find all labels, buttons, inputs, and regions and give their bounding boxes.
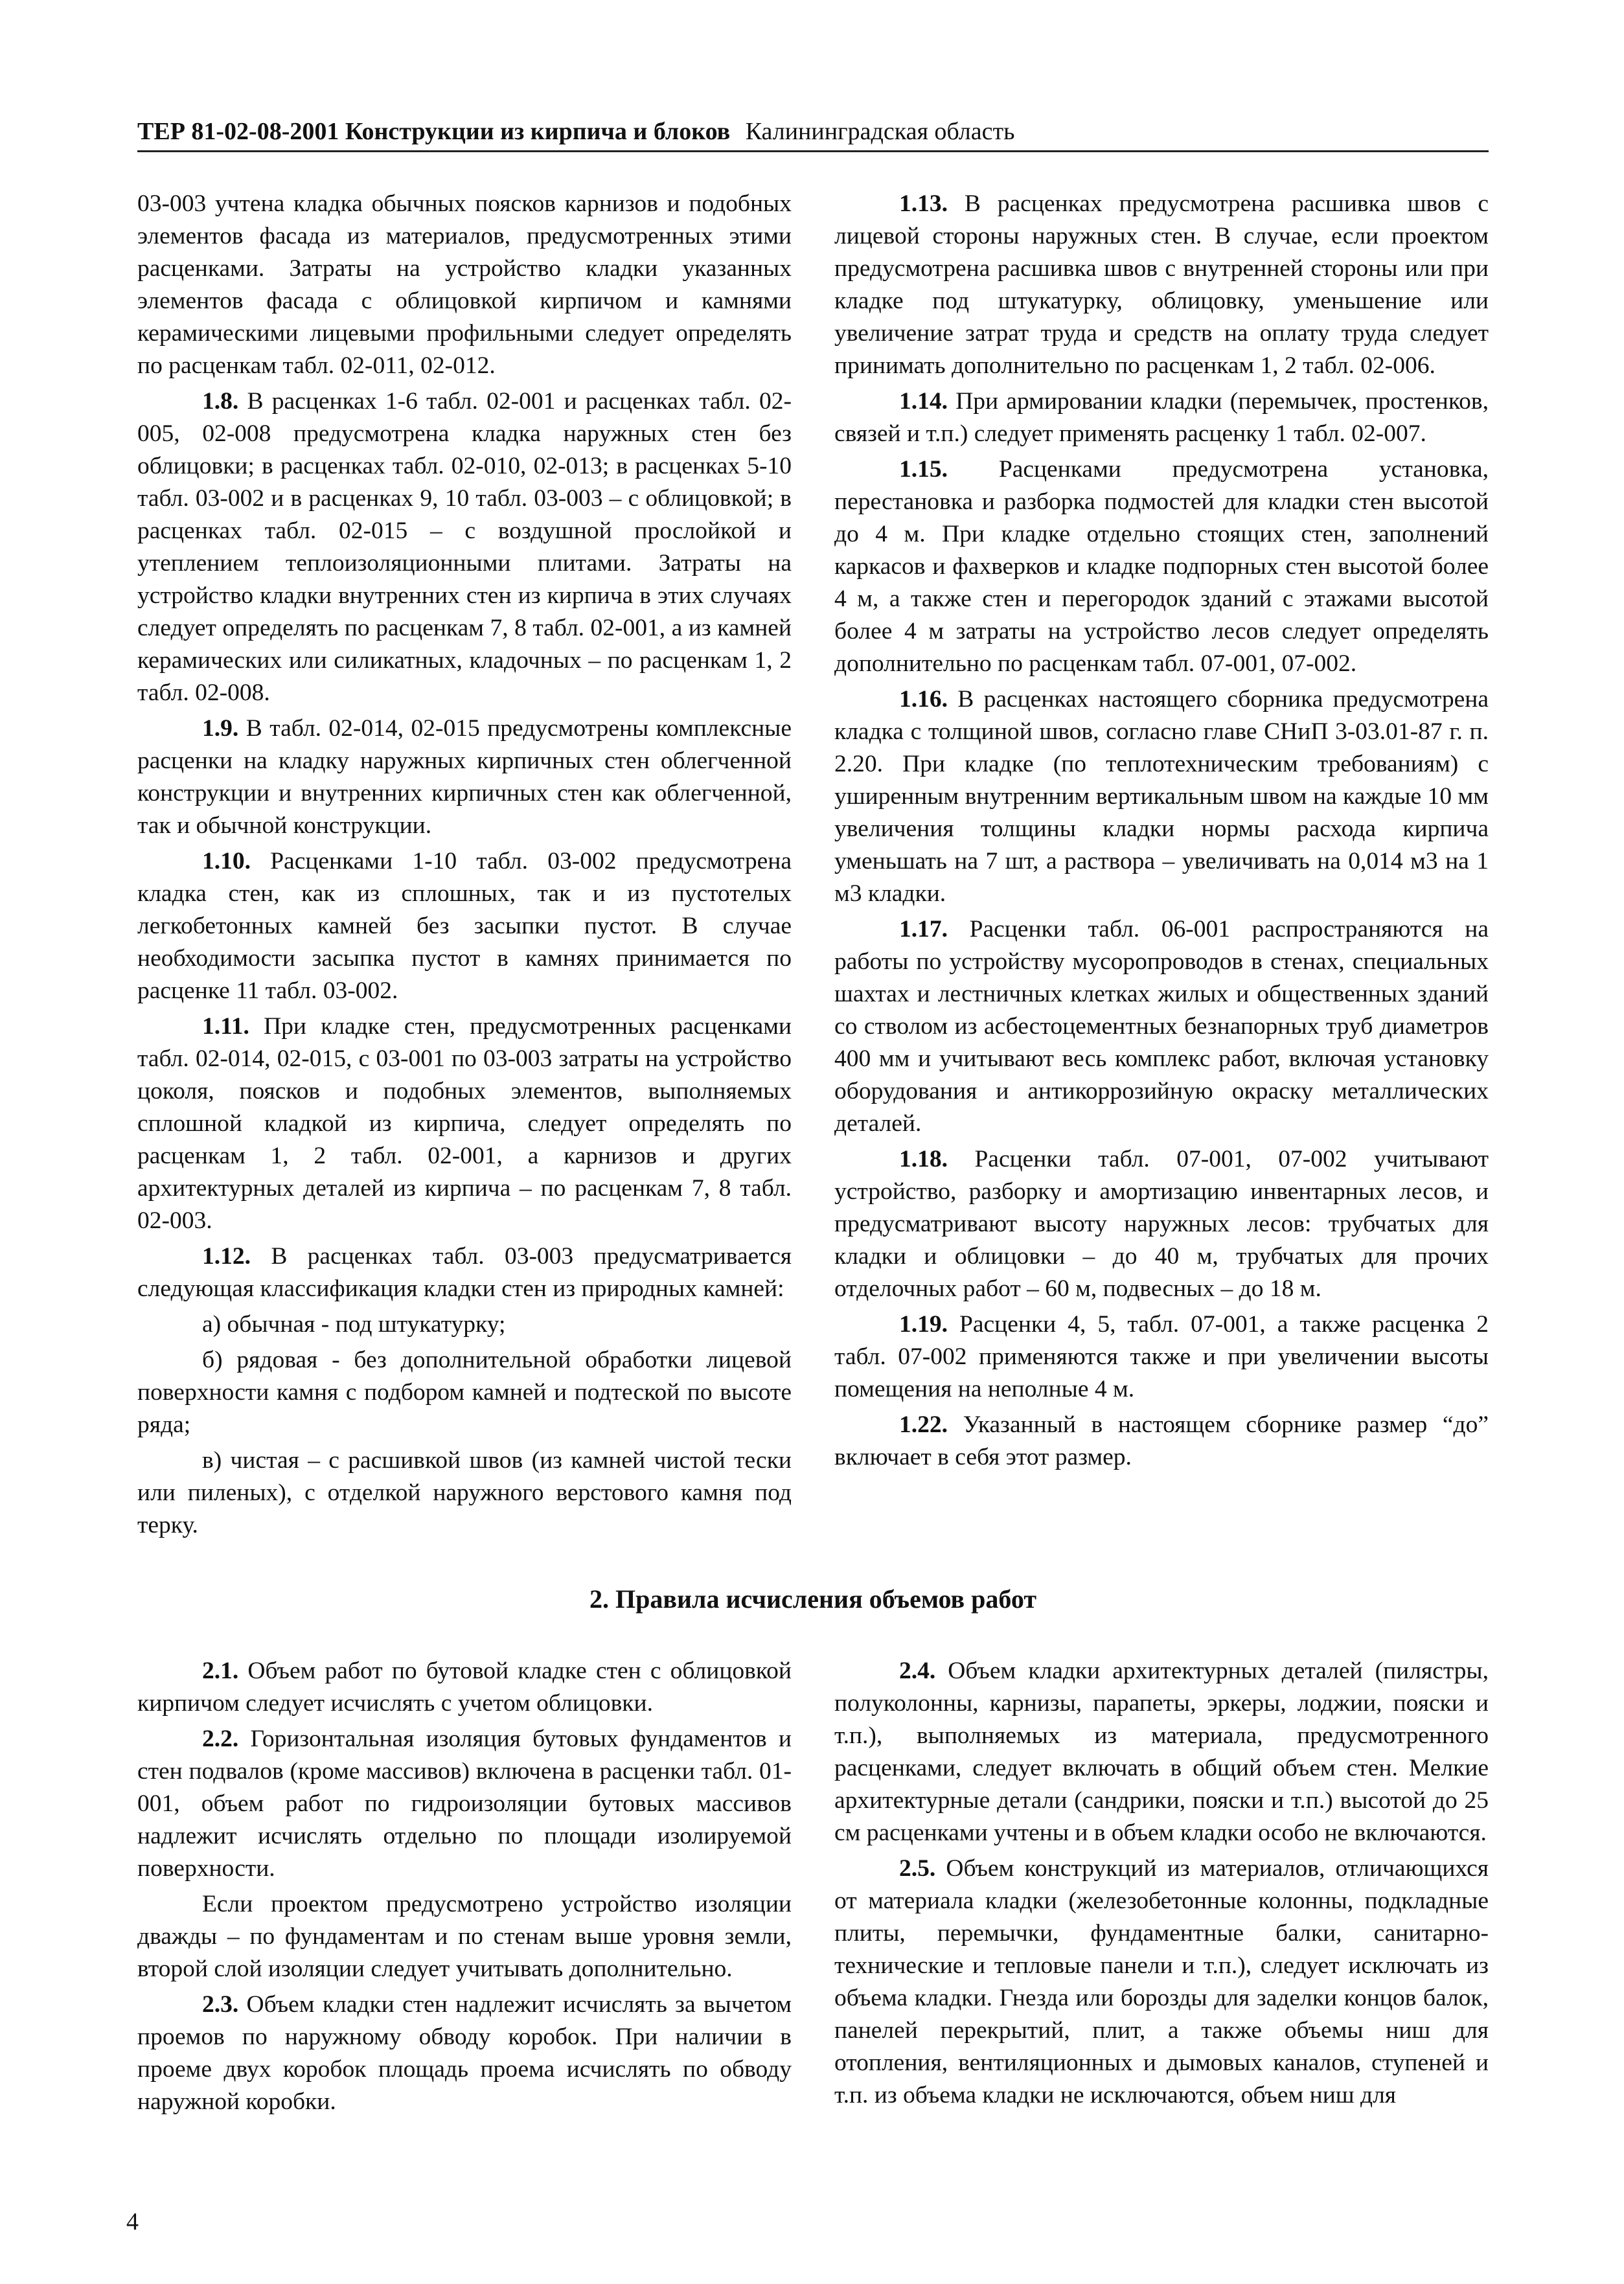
document-code: ТЕР 81-02-08-2001 Конструкции из кирпича и блоков bbox=[137, 118, 731, 145]
list-item-c bbox=[137, 1445, 792, 1542]
paragraph-number: 1.9. bbox=[202, 715, 239, 742]
paragraph-text: Объем конструкций из материалов, отличающихся от материала кладки (железобетонные колонны, подкладные плиты, перемычки, фундаментные балки, санитарно-технические и тепловые панели и т.п.), следует исключать из объема кладки. Гнезда или борозды для заделки концов балок, панелей перекрытий, плит, а также объемы ниш для отопления, вентиляционных и дымовых каналов, ступеней и т.п. из объема кладки не исключаются, объем ниш для bbox=[834, 1855, 1489, 2108]
paragraph-text: Расценками предусмотрена установка, перестановка и разборка подмостей для кладки стен высотой до 4 м. При кладке отдельно стоящих стен, заполнений каркасов и фахверков и кладке подпорных стен высотой более 4 м, а также стен и перегородок зданий с этажами высотой более 4 м затраты на устройство лесов следует определять дополнительно по расценкам табл. 07-001, 07-002. bbox=[834, 456, 1489, 677]
paragraph-text: Указанный в настоящем сборнике размер “до” включает в себя этот размер. bbox=[834, 1411, 1489, 1470]
page-number: 4 bbox=[126, 2208, 139, 2235]
paragraph-number: 1.16. bbox=[899, 686, 948, 713]
paragraph bbox=[137, 188, 792, 382]
paragraph-text: В табл. 02-014, 02-015 предусмотрены комплексные расценки на кладку наружных кирпичных стен облегченной конструкции и внутренних кирпичных стен как облегченной, так и обычной конструкции. bbox=[137, 715, 792, 839]
paragraph-text: в) чистая – с расшивкой швов (из камней чистой тески или пиленых), с отделкой наружного верстового камня под терку. bbox=[137, 1447, 792, 1538]
paragraph-text: Если проектом предусмотрено устройство изоляции дважды – по фундаментам и по стенам выше уровня земли, второй слой изоляции следует учитывать дополнительно. bbox=[137, 1891, 792, 1982]
paragraph-1-15 bbox=[834, 453, 1489, 680]
paragraph-number: 2.3. bbox=[202, 1991, 239, 2018]
paragraph-number: 2.1. bbox=[202, 1658, 239, 1684]
paragraph-text: При кладке стен, предусмотренных расценками табл. 02-014, 02-015, с 03-001 по 03-003 затраты на устройство цоколя, поясков и подобных элементов, выполняемых сплошной кладкой из кирпича, следует определять по расценкам 1, 2 табл. 02-001, а карнизов и других архитектурных деталей из кирпича – по расценкам 7, 8 табл. 02-003. bbox=[137, 1013, 792, 1234]
paragraph-1-18 bbox=[834, 1143, 1489, 1305]
paragraph-text: Расценки табл. 07-001, 07-002 учитывают устройство, разборку и амортизацию инвентарных лесов, и предусматривают высоту наружных лесов: трубчатых для кладки и облицовки – до 40 м, трубчатых для прочих отделочных работ – 60 м, подвесных – до 18 м. bbox=[834, 1146, 1489, 1302]
paragraph-number: 1.10. bbox=[202, 848, 251, 874]
left-column bbox=[137, 1655, 792, 2121]
paragraph-1-12 bbox=[137, 1240, 792, 1305]
paragraph-1-11 bbox=[137, 1011, 792, 1237]
paragraph-1-8 bbox=[137, 385, 792, 709]
paragraph-number: 1.17. bbox=[899, 916, 948, 942]
paragraph-number: 1.19. bbox=[899, 1311, 948, 1338]
section-title: 2. Правила исчисления объемов работ bbox=[589, 1584, 1036, 1614]
paragraph-number: 1.22. bbox=[899, 1411, 948, 1438]
paragraph-2-1 bbox=[137, 1655, 792, 1720]
paragraph-number: 1.15. bbox=[899, 456, 948, 483]
page-header bbox=[137, 115, 1489, 152]
section2-columns bbox=[137, 1655, 1489, 2121]
paragraph-text: В расценках предусмотрена расшивка швов с лицевой стороны наружных стен. В случае, если проектом предусмотрена расшивка швов с внутренней стороны или при кладке под штукатурку, облицовку, уменьшение или увеличение затрат труда и средств на оплату труда следует принимать дополнительно по расценкам 1, 2 табл. 02-006. bbox=[834, 190, 1489, 379]
paragraph-number: 1.8. bbox=[202, 388, 239, 415]
left-column bbox=[137, 188, 792, 1545]
paragraph-1-19 bbox=[834, 1308, 1489, 1406]
paragraph-text: В расценках настоящего сборника предусмотрена кладка с толщиной швов, согласно главе СНиП 3-03.01-87 г. п. 2.20. При кладке (по теплотехническим требованиям) с уширенным внутренним вертикальным швом на каждые 10 мм увеличения толщины кладки нормы расхода кирпича уменьшать на 7 шт, а раствора – увеличивать на 0,014 м3 на 1 м3 кладки. bbox=[834, 686, 1489, 907]
paragraph-number: 1.14. bbox=[899, 388, 948, 415]
paragraph-text: а) обычная - под штукатурку; bbox=[202, 1311, 506, 1338]
paragraph-1-13 bbox=[834, 188, 1489, 382]
paragraph-text: Горизонтальная изоляция бутовых фундаментов и стен подвалов (кроме массивов) включена в расценки табл. 01-001, объем работ по гидроизоляции бутовых массивов надлежит исчислять отдельно по площади изолируемой поверхности. bbox=[137, 1726, 792, 1882]
paragraph-number: 2.5. bbox=[899, 1855, 936, 1882]
paragraph-number: 1.12. bbox=[202, 1243, 251, 1270]
paragraph-text: б) рядовая - без дополнительной обработки лицевой поверхности камня с подбором камней и подтеской по высоте ряда; bbox=[137, 1347, 792, 1438]
paragraph-number: 2.2. bbox=[202, 1726, 239, 1752]
paragraph-text: В расценках 1-6 табл. 02-001 и расценках табл. 02-005, 02-008 предусмотрена кладка наружных стен без облицовки; в расценках табл. 02-010, 02-013; в расценках 5-10 табл. 03-002 и в расценках 9, 10 табл. 03-003 – с облицовкой; в расценках табл. 02-015 – с воздушной прослойкой и утеплением теплоизоляционными плитами. Затраты на устройство кладки внутренних стен из кирпича в этих случаях следует определять по расценкам 7, 8 табл. 02-001, а из камней керамических или силикатных, кладочных – по расценкам 1, 2 табл. 02-008. bbox=[137, 388, 792, 706]
list-item-a bbox=[137, 1308, 792, 1341]
paragraph-1-10 bbox=[137, 845, 792, 1007]
paragraph-1-9 bbox=[137, 713, 792, 842]
paragraph-number: 1.13. bbox=[899, 190, 948, 217]
paragraph-2-3 bbox=[137, 1989, 792, 2118]
paragraph-number: 1.11. bbox=[202, 1013, 249, 1040]
paragraph-text: Расценками 1-10 табл. 03-002 предусмотрена кладка стен, как из сплошных, так и из пустотелых легкобетонных камней без засыпки пустот. В случае необходимости засыпка пустот в камнях принимается по расценке 11 табл. 03-002. bbox=[137, 848, 792, 1004]
paragraph-number: 2.4. bbox=[899, 1658, 936, 1684]
paragraph-text: При армировании кладки (перемычек, простенков, связей и т.п.) следует применять расценку 1 табл. 02-007. bbox=[834, 388, 1489, 447]
paragraph-1-16 bbox=[834, 683, 1489, 910]
paragraph-1-17 bbox=[834, 913, 1489, 1140]
right-column bbox=[834, 188, 1489, 1545]
paragraph-text: Объем кладки архитектурных деталей (пилястры, полуколонны, карнизы, парапеты, эркеры, лоджии, пояски и т.п.), выполняемых из материала, предусмотренного расценками, следует включать в общий объем стен. Мелкие архитектурные детали (сандрики, пояски и т.п.) высотой до 25 см расценками учтены и в объем кладки особо не включаются. bbox=[834, 1658, 1489, 1846]
paragraph-2-2 bbox=[137, 1723, 792, 1885]
section1-columns bbox=[137, 188, 1489, 1545]
paragraph-2-4 bbox=[834, 1655, 1489, 1849]
region-name: Калининградская область bbox=[745, 118, 1015, 145]
list-item-b bbox=[137, 1344, 792, 1441]
right-column bbox=[834, 1655, 1489, 2121]
paragraph-1-14 bbox=[834, 385, 1489, 450]
paragraph bbox=[137, 1888, 792, 1985]
paragraph-text: 03-003 учтена кладка обычных поясков карнизов и подобных элементов фасада из материалов, предусмотренных этими расценками. Затраты на устройство кладки указанных элементов фасада с облицовкой кирпичом и камнями керамическими лицевыми профильными следует определять по расценкам табл. 02-011, 02-012. bbox=[137, 190, 792, 379]
paragraph-2-5 bbox=[834, 1853, 1489, 2112]
paragraph-text: Объем кладки стен надлежит исчислять за вычетом проемов по наружному обводу коробок. При наличии в проеме двух коробок площадь проема исчислять по обводу наружной коробки. bbox=[137, 1991, 792, 2115]
paragraph-text: Расценки 4, 5, табл. 07-001, а также расценка 2 табл. 07-002 применяются также и при увеличении высоты помещения на неполные 4 м. bbox=[834, 1311, 1489, 1402]
paragraph-1-22 bbox=[834, 1409, 1489, 1474]
paragraph-number: 1.18. bbox=[899, 1146, 948, 1172]
paragraph-text: В расценках табл. 03-003 предусматривается следующая классификация кладки стен из природных камней: bbox=[137, 1243, 792, 1302]
paragraph-text: Расценки табл. 06-001 распространяются на работы по устройству мусоропроводов в стенах, специальных шахтах и лестничных клетках жилых и общественных зданий со стволом из асбестоцементных безнапорных труб диаметров 400 мм и учитывают весь комплекс работ, включая установку оборудования и антикоррозийную окраску металлических деталей. bbox=[834, 916, 1489, 1137]
paragraph-text: Объем работ по бутовой кладке стен с облицовкой кирпичом следует исчислять с учетом облицовки. bbox=[137, 1658, 792, 1717]
